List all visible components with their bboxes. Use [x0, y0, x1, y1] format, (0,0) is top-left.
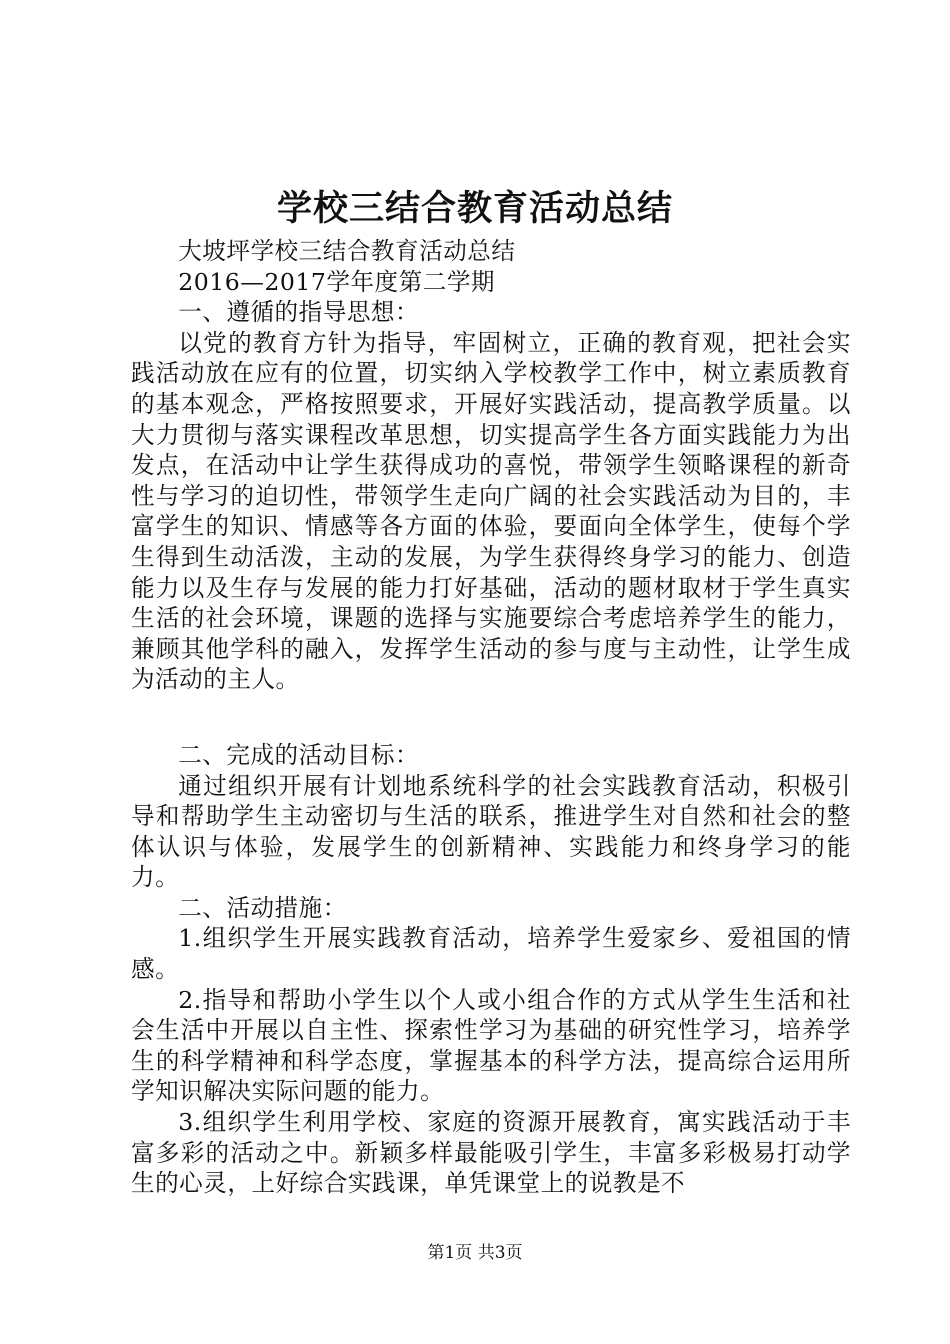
- page-footer: 第1页 共3页: [427, 1243, 523, 1263]
- section-heading-activity-goals: 二、完成的活动目标：: [178, 740, 420, 769]
- section-heading-activity-measures: 二、活动措施：: [178, 893, 347, 922]
- semester-paragraph: 2016—2017学年度第二学期: [178, 267, 496, 296]
- measure-item-1: 1.组织学生开展实践教育活动，培养学生爱家乡、爱祖国的情感。: [131, 924, 851, 984]
- document-body: [131, 236, 851, 1199]
- section-heading-guiding-thought: 一、遵循的指导思想：: [178, 298, 420, 327]
- measure-item-2: 2.指导和帮助小学生以个人或小组合作的方式从学生生活和社会生活中开展以自主性、探索性学习为基础的研究性学习，培养学生的科学精神和科学态度，掌握基本的科学方法，提高综合运用所学知识解决实际问题的能力。: [131, 985, 851, 1106]
- guiding-thought-paragraph: 以党的教育方针为指导，牢固树立，正确的教育观，把社会实践活动放在应有的位置，切实纳入学校教学工作中，树立素质教育的基本观念，严格按照要求，开展好实践活动，提高教学质量。以大力贯彻与落实课程改革思想，切实提高学生各方面实践能力为出发点，在活动中让学生获得成功的喜悦，带领学生领略课程的新奇性与学习的迫切性，带领学生走向广阔的社会实践活动为目的，丰富学生的知识、情感等各方面的体验，要面向全体学生，使每个学生得到生动活泼，主动的发展，为学生获得终身学习的能力、创造能力以及生存与发展的能力打好基础，活动的题材取材于学生真实生活的社会环境，课题的选择与实施要综合考虑培养学生的能力，兼顾其他学科的融入，发挥学生活动的参与度与主动性，让学生成为活动的主人。: [131, 328, 851, 694]
- activity-goals-paragraph: 通过组织开展有计划地系统科学的社会实践教育活动，积极引导和帮助学生主动密切与生活的联系，推进学生对自然和社会的整体认识与体验，发展学生的创新精神、实践能力和终身学习的能力。: [131, 771, 851, 892]
- school-heading-paragraph: 大坡坪学校三结合教育活动总结: [178, 237, 516, 265]
- measure-item-3: 3.组织学生利用学校、家庭的资源开展教育，寓实践活动于丰富多彩的活动之中。新颖多样最能吸引学生，丰富多彩极易打动学生的心灵，上好综合实践课，单凭课堂上的说教是不: [131, 1108, 851, 1198]
- document-title: 学校三结合教育活动总结: [276, 188, 673, 229]
- blank-line: [131, 695, 851, 740]
